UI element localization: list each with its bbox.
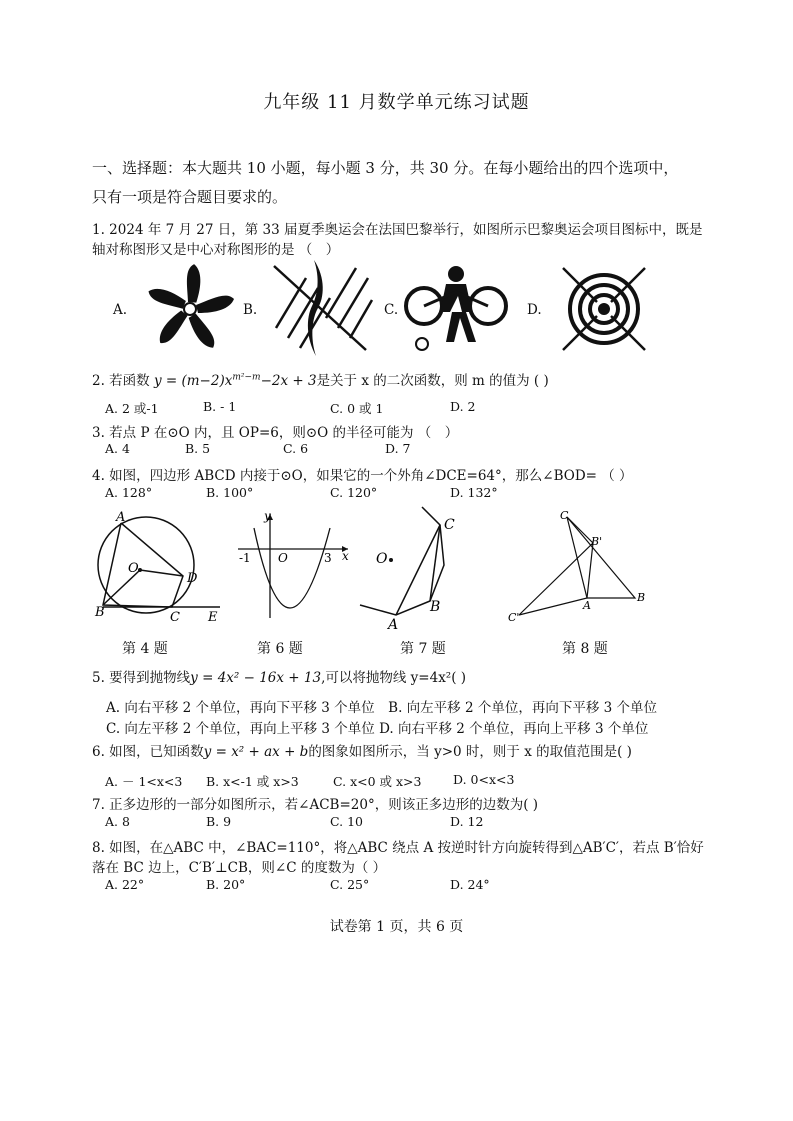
q6-option-b: B. x<-1 或 x>3 (206, 774, 299, 789)
fig4-label-c: C (170, 610, 180, 625)
q1-option-a-label: A. (113, 302, 128, 318)
q2-text (92, 369, 549, 389)
q3-option-d: D. 7 (385, 441, 411, 456)
fig6-label-3: 3 (324, 551, 332, 565)
fig7-label-b: B (430, 599, 441, 615)
section-heading-line1: 一、选择题：本大题共 10 小题，每小题 3 分，共 30 分。在每小题给出的四个选项中， (92, 159, 679, 177)
q7-text: 7. 正多边形的一部分如图所示，若∠ACB=20°，则该正多边形的边数为( ) (92, 797, 539, 813)
q6-option-d: D. 0<x<3 (453, 772, 515, 787)
q8-option-c: C. 25° (330, 877, 370, 892)
fig6-label-x: x (342, 549, 349, 563)
q4-option-a: A. 128° (105, 485, 153, 500)
archery-target-icon (557, 262, 652, 357)
page-title: 九年级 11 月数学单元练习试题 (263, 92, 530, 113)
fig7-label-c: C (444, 517, 455, 533)
fig7-label-a: A (388, 617, 399, 633)
q2-suffix: 是关于 x 的二次函数，则 m 的值为 ( ) (316, 373, 549, 389)
fig4-label-o: O (128, 561, 139, 576)
q5-suffix: ,可以将抛物线 y=4x²( ) (321, 670, 467, 686)
q1-text-line1: 1. 2024 年 7 月 27 日，第 33 届夏季奥运会在法国巴黎举行，如图所示巴黎奥运会项目图标中，既是 (92, 222, 703, 238)
fig7-label-o: O (376, 551, 388, 567)
fig8-label-bprime: B' (591, 535, 603, 548)
q4-option-c: C. 120° (330, 485, 378, 500)
fig6-label-minus1: -1 (239, 551, 251, 565)
section-heading-line2: 只有一项是符合题目要求的。 (92, 188, 288, 206)
fig6-label-y: y (264, 509, 271, 523)
fig4-label-d: D (187, 571, 198, 586)
q7-option-a: A. 8 (105, 814, 130, 829)
q3-option-b: B. 5 (185, 441, 211, 456)
figure-q4 (88, 508, 228, 623)
fig4-label-a: A (116, 510, 126, 525)
q7-option-d: D. 12 (450, 814, 484, 829)
q5-prefix: 5. 要得到抛物线 (92, 670, 191, 686)
page-footer: 试卷第 1 页，共 6 页 (329, 919, 464, 935)
figure-q7 (358, 505, 468, 633)
fig8-label-cprime: C' (508, 611, 520, 624)
q4-option-d: D. 132° (450, 485, 498, 500)
fig4-label-e: E (208, 610, 218, 625)
diagonal-blades-icon (266, 258, 376, 358)
cyclist-icon (402, 262, 512, 357)
figure-q6 (228, 508, 358, 623)
q8-option-b: B. 20° (206, 877, 246, 892)
q8-text-line2: 落在 BC 边上，C′B′⊥CB，则∠C 的度数为（ ） (92, 860, 387, 876)
q2-exponent: m²−m (232, 372, 261, 383)
q2-formula-tail: −2x + 3 (260, 373, 317, 389)
fig8-label-b: B (637, 591, 646, 604)
caption-fig7: 第 7 题 (400, 641, 446, 657)
q3-text: 3. 若点 P 在⊙O 内，且 OP=6，则⊙O 的半径可能为 （ ） (92, 425, 459, 441)
q6-prefix: 6. 如图，已知函数 (92, 744, 204, 760)
q2-option-c: C. 0 或 1 (330, 401, 384, 416)
q6-option-c: C. x<0 或 x>3 (333, 774, 422, 789)
q7-option-c: C. 10 (330, 814, 363, 829)
q8-option-a: A. 22° (105, 877, 145, 892)
q1-option-b-label: B. (243, 302, 258, 318)
q5-options-row2: C. 向左平移 2 个单位，再向上平移 3 个单位 D. 向右平移 2 个单位，再向上平移 3 个单位 (106, 721, 649, 737)
q3-option-a: A. 4 (105, 441, 130, 456)
q4-option-b: B. 100° (206, 485, 254, 500)
q2-option-d: D. 2 (450, 399, 476, 414)
q2-option-a: A. 2 或-1 (105, 401, 159, 416)
q6-formula: y = x² + ax + b (203, 744, 309, 760)
q3-option-c: C. 6 (283, 441, 309, 456)
q6-text (92, 740, 632, 760)
pinwheel-icon (143, 262, 238, 357)
q1-option-d-label: D. (527, 302, 542, 318)
q8-option-d: D. 24° (450, 877, 490, 892)
fig6-label-o: O (278, 551, 288, 565)
q5-text (92, 666, 466, 686)
q6-suffix: 的图象如图所示，当 y>0 时，则于 x 的取值范围是( ) (308, 744, 632, 760)
caption-fig4: 第 4 题 (122, 641, 168, 657)
caption-fig6: 第 6 题 (257, 641, 303, 657)
q4-text: 4. 如图，四边形 ABCD 内接于⊙O，如果它的一个外角∠DCE=64°，那么∠BOD= （ ） (92, 468, 633, 484)
figure-q8 (505, 505, 655, 630)
q1-option-c-label: C. (384, 302, 399, 318)
caption-fig8: 第 8 题 (562, 641, 608, 657)
q7-option-b: B. 9 (206, 814, 232, 829)
q6-option-a: A. － 1<x<3 (105, 774, 183, 789)
q8-text-line1: 8. 如图，在△ABC 中，∠BAC=110°，将△ABC 绕点 A 按逆时针方向旋转得到△AB′C′，若点 B′恰好 (92, 840, 704, 856)
fig8-label-c: C (560, 509, 569, 522)
fig8-label-a: A (583, 599, 591, 612)
fig4-label-b: B (95, 605, 105, 620)
q1-text-line2: 轴对称图形又是中心对称图形的是 （ ） (92, 242, 340, 258)
q2-prefix: 2. 若函数 (92, 373, 150, 389)
q5-formula: y = 4x² − 16x + 13 (190, 670, 322, 686)
q2-formula: y = (m−2)x (153, 373, 233, 389)
q2-option-b: B. - 1 (203, 399, 237, 414)
q5-options-row1: A. 向右平移 2 个单位，再向下平移 3 个单位 B. 向左平移 2 个单位，再向下平移 3 个单位 (106, 700, 658, 716)
